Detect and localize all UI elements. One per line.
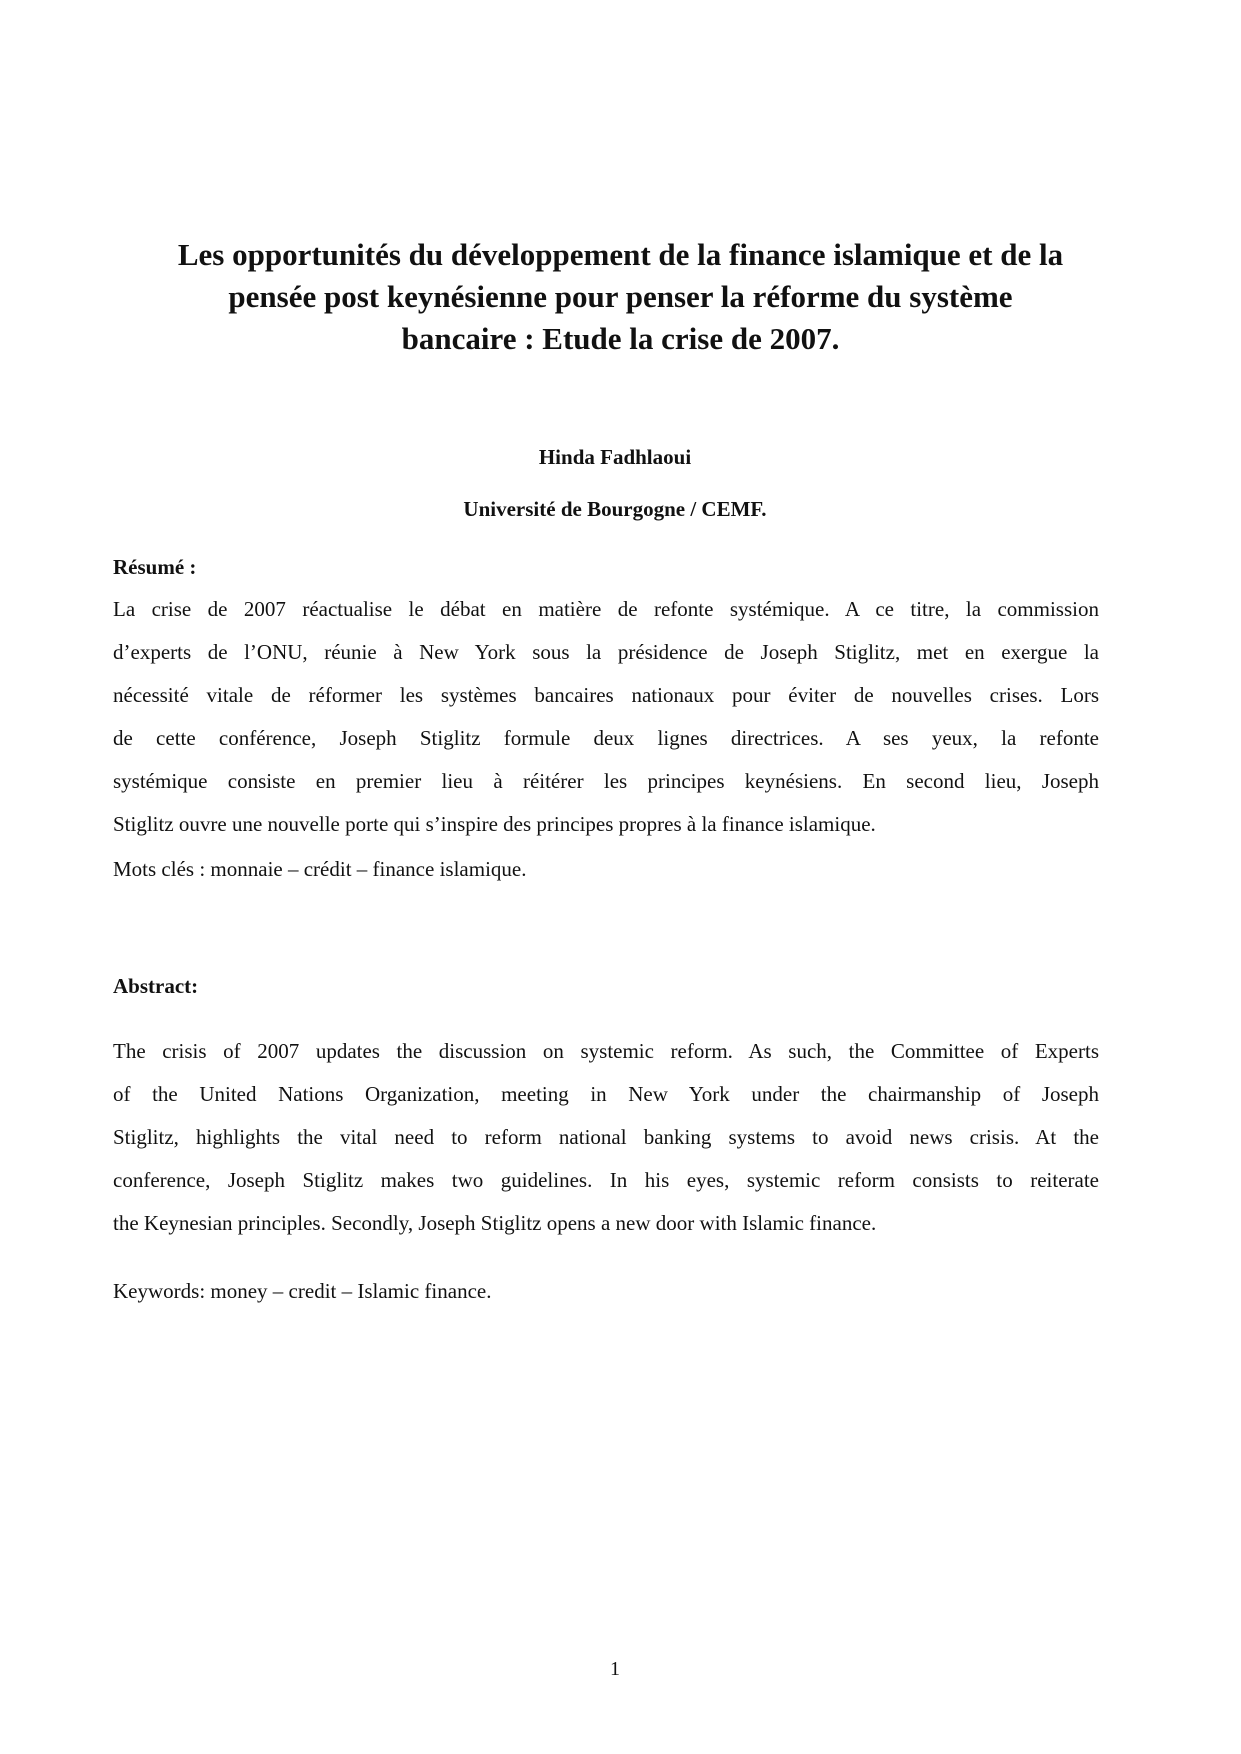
resume-line: nécessité vitale de réformer les systèmes bancaires nationaux pour éviter de nouvelles crises. Lors: [113, 683, 1099, 707]
title-line: pensée post keynésienne pour penser la réforme du système: [228, 279, 1013, 314]
title-line: Les opportunités du développement de la finance islamique et de la: [177, 237, 1064, 272]
resume-line: systémique consiste en premier lieu à réitérer les principes keynésiens. En second lieu, Joseph: [113, 769, 1099, 793]
abstract-line: The crisis of 2007 updates the discussion on systemic reform. As such, the Committee of Experts: [113, 1039, 1099, 1063]
author-affiliation: Université de Bourgogne / CEMF.: [463, 497, 767, 521]
page-number: 1: [610, 1658, 620, 1680]
abstract-paragraph: [113, 1030, 1099, 1245]
abstract-line: of the United Nations Organization, meeting in New York under the chairmanship of Joseph: [113, 1082, 1099, 1106]
author-name: Hinda Fadhlaoui: [538, 445, 692, 469]
resume-paragraph: [113, 588, 1099, 846]
abstract-line: Stiglitz, highlights the vital need to reform national banking systems to avoid news crisis. At the: [113, 1125, 1099, 1149]
resume-keywords: Mots clés : monnaie – crédit – finance islamique.: [113, 857, 527, 881]
resume-line: de cette conférence, Joseph Stiglitz formule deux lignes directrices. A ses yeux, la refonte: [113, 726, 1099, 750]
abstract-heading: Abstract:: [113, 974, 199, 998]
title-line: bancaire : Etude la crise de 2007.: [401, 321, 840, 356]
resume-line: d’experts de l’ONU, réunie à New York sous la présidence de Joseph Stiglitz, met en exergue la: [113, 640, 1099, 664]
abstract-keywords: Keywords: money – credit – Islamic finance.: [113, 1279, 492, 1303]
abstract-line: the Keynesian principles. Secondly, Joseph Stiglitz opens a new door with Islamic finance.: [113, 1211, 877, 1235]
abstract-line: conference, Joseph Stiglitz makes two guidelines. In his eyes, systemic reform consists to reiterate: [113, 1168, 1099, 1192]
resume-line: La crise de 2007 réactualise le débat en matière de refonte systémique. A ce titre, la commission: [113, 597, 1099, 621]
resume-line: Stiglitz ouvre une nouvelle porte qui s’inspire des principes propres à la finance islamique.: [113, 812, 876, 836]
resume-heading: Résumé :: [113, 555, 197, 579]
paper-title: [110, 234, 1131, 360]
